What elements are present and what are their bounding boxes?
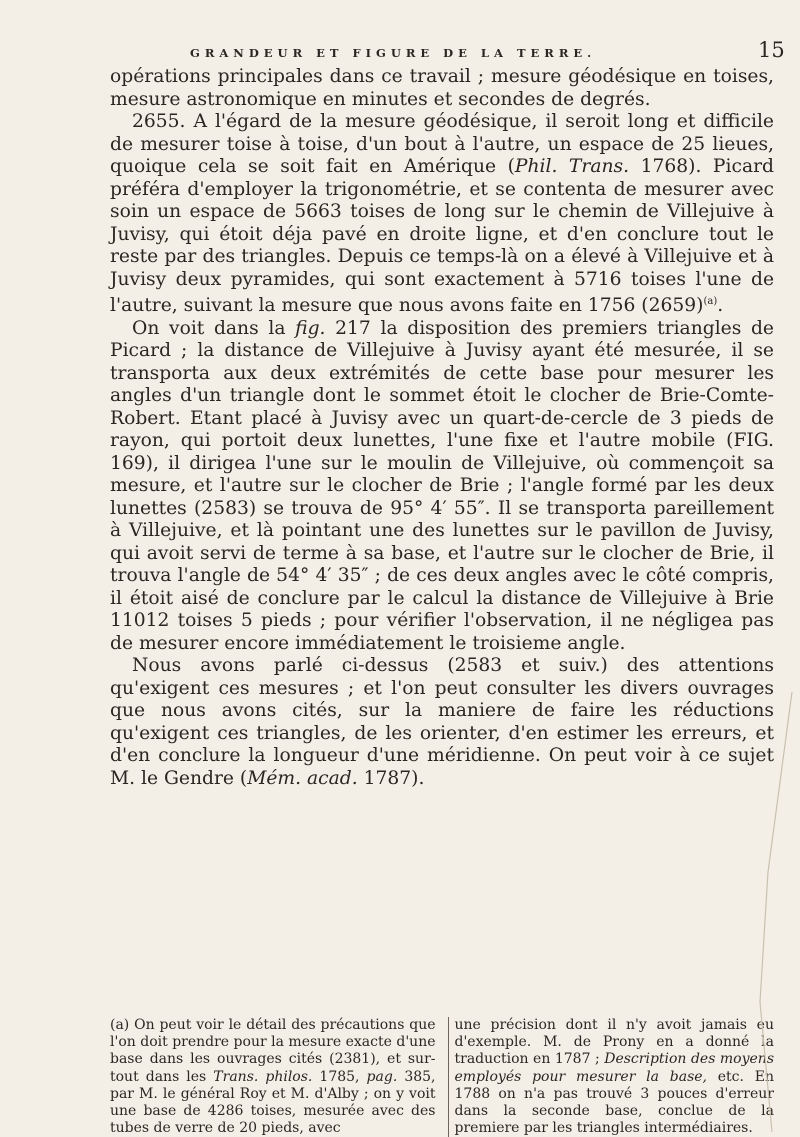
footnote-ref: (a): [703, 296, 718, 307]
paragraph-1: opérations principales dans ce travail ; mesure géodésique en toises, mesure astronomique en minutes et secondes de degrés.: [110, 66, 774, 110]
footnote-right-column: une précision dont il n'y avoit jamais eu d'exemple. M. de Prony en a donné la traduction en 1787 ; Description des moyens employés pour mesurer la base, etc. En 1788 on n'a pas trouvé 3 pouces d'erreur dans la seconde base, conclue de la premiere par les triangles intermédiaires.: [448, 1017, 775, 1137]
article-number: 2655.: [132, 111, 186, 132]
page-number: 15: [758, 38, 785, 62]
paragraph-2655: 2655. A l'égard de la mesure géodésique, il seroit long et difficile de mesurer toise à toise, d'un bout à l'autre, un espace de 25 lieues, quoique cela se soit fait en Amérique (Phil. Trans. 1768). Picard préféra d'employer la trigonométrie, et se contenta de mesurer avec soin un espace de 5663 toises de long sur le chemin de Villejuive à Juvisy, qui étoit déja pavé en droite ligne, et d'en conclure tout le reste par des triangles. Depuis ce temps-là on a élevé à Villejuive et à Juvisy deux pyramides, qui sont exactement à 5716 toises l'une de l'autre, suivant la mesure que nous avons faite en 1756 $(2659)^{(a)}$.: [110, 111, 774, 317]
body-text: [110, 66, 774, 790]
paragraph-3: On voit dans la fig. 217 la disposition des premiers triangles de Picard ; la distance de Villejuive à Juvisy ayant été mesurée, il se transporta aux deux extrémités de cette base pour mesurer les angles d'un triangle dont le sommet étoit le clocher de Brie-Comte-Robert. Etant placé à Juvisy avec un quart-de-cercle de 3 pieds de rayon, qui portoit deux lunettes, l'une fixe et l'autre mobile (FIG. 169), il dirigea l'une sur le moulin de Villejuive, où commençoit sa mesure, et l'autre sur le clocher de Brie ; l'angle formé par les deux lunettes (2583) se trouva de 95° 4′ 55″. Il se transporta pareillement à Villejuive, et là pointant une des lunettes sur le pavillon de Juvisy, qui avoit servi de terme à sa base, et l'autre sur le clocher de Brie, il trouva l'angle de 54° 4′ 35″ ; de ces deux angles avec le côté compris, il étoit aisé de conclure par le calcul la distance de Villejuive à Brie 11012 toises 5 pieds ; pour vérifier l'observation, il ne négligea pas de mesurer encore immédiatement le troisieme angle.: [110, 317, 774, 654]
footnotes: [110, 1017, 774, 1137]
paper-mark: [720, 672, 800, 1132]
footnote-left-column: (a) On peut voir le détail des précautions que l'on doit prendre pour la mesure exacte d'une base dans les ouvrages cités (2381), et sur-tout dans les Trans. philos. 1785, pag. 385, par M. le général Roy et M. d'Alby ; on y voit une base de 4286 toises, mesurée avec des tubes de verre de 20 pieds, avec: [110, 1017, 436, 1137]
running-head: GRANDEUR ET FIGURE DE LA TERRE.: [190, 46, 597, 60]
paragraph-4: Nous avons parlé ci-dessus (2583 et suiv.) des attentions qu'exigent ces mesures ; et l'on peut consulter les divers ouvrages que nous avons cités, sur la maniere de faire les réductions qu'exigent ces triangles, de les orienter, d'en estimer les erreurs, et d'en conclure la longueur d'une méridienne. On peut voir à ce sujet M. le Gendre (Mém. acad. 1787).: [110, 655, 774, 789]
